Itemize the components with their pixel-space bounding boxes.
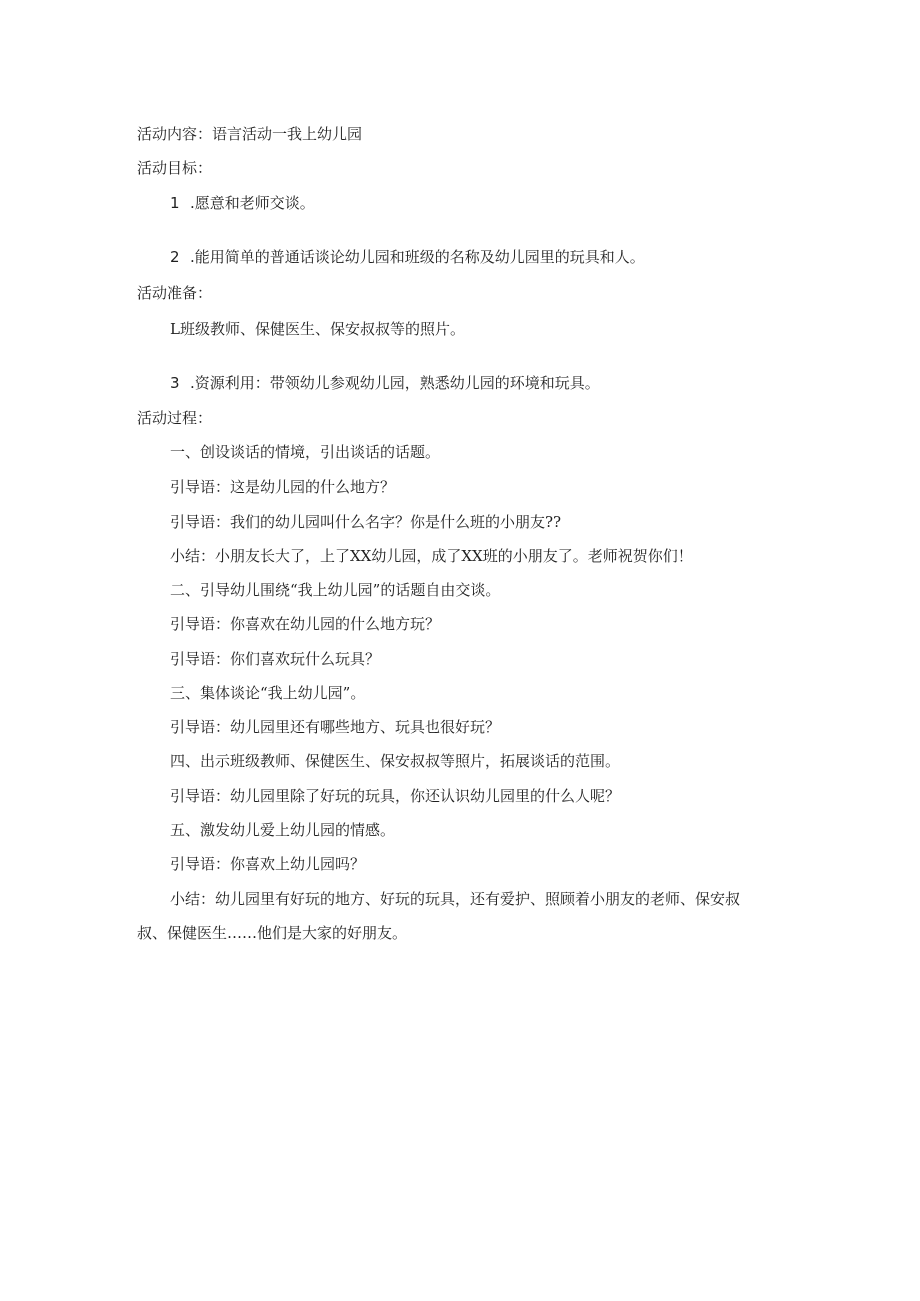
process-line-9: 引导语：幼儿园里还有哪些地方、玩具也很好玩？ bbox=[170, 718, 501, 736]
prep-3-number: 3 bbox=[170, 374, 180, 392]
content-heading: 活动内容：语言活动一我上幼儿园 bbox=[137, 125, 363, 143]
goal-2-number: 2 bbox=[170, 248, 180, 266]
process-step-5: 五、激发幼儿爱上幼儿园的情感。 bbox=[170, 821, 396, 839]
process-heading: 活动过程： bbox=[137, 409, 213, 427]
process-line-2: 引导语：这是幼儿园的什么地方？ bbox=[170, 478, 396, 496]
goal-1-number: 1 bbox=[170, 194, 180, 212]
process-line-7: 引导语：你们喜欢玩什么玩具？ bbox=[170, 650, 381, 668]
goal-item-2 bbox=[170, 247, 645, 267]
prep-item-3 bbox=[170, 373, 600, 393]
process-line-4: 小结：小朋友长大了，上了XX幼儿园，成了XX班的小朋友了。老师祝贺你们！ bbox=[170, 547, 693, 565]
final-summary: 小结：幼儿园里有好玩的地方、好玩的玩具，还有爱护、照顾着小朋友的老师、保安叔叔、保健医生……他们是大家的好朋友。 bbox=[137, 890, 741, 942]
prep-3-text: .资源利用：带领幼儿参观幼儿园，熟悉幼儿园的环境和玩具。 bbox=[190, 374, 600, 392]
prep-item-1: L班级教师、保健医生、保安叔叔等的照片。 bbox=[170, 320, 465, 338]
process-step-2: 二、引导幼儿围绕“我上幼儿园”的话题自由交谈。 bbox=[170, 581, 501, 599]
process-step-1: 一、创设谈话的情境，引出谈话的话题。 bbox=[170, 443, 441, 461]
goal-2-text: .能用简单的普通话谈论幼儿园和班级的名称及幼儿园里的玩具和人。 bbox=[190, 248, 645, 266]
process-step-3: 三、集体谈论“我上幼儿园”。 bbox=[170, 684, 366, 702]
process-line-6: 引导语：你喜欢在幼儿园的什么地方玩？ bbox=[170, 615, 441, 633]
goal-item-1 bbox=[170, 193, 315, 213]
goals-heading: 活动目标： bbox=[137, 159, 213, 177]
process-step-4: 四、出示班级教师、保健医生、保安叔叔等照片，拓展谈话的范围。 bbox=[170, 752, 621, 770]
prep-heading: 活动准备： bbox=[137, 284, 213, 302]
process-line-13: 引导语：你喜欢上幼儿园吗？ bbox=[170, 855, 366, 873]
goal-1-text: .愿意和老师交谈。 bbox=[190, 194, 315, 212]
process-line-11: 引导语：幼儿园里除了好玩的玩具，你还认识幼儿园里的什么人呢？ bbox=[170, 787, 621, 805]
process-line-3: 引导语：我们的幼儿园叫什么名字？你是什么班的小朋友?? bbox=[170, 513, 562, 531]
